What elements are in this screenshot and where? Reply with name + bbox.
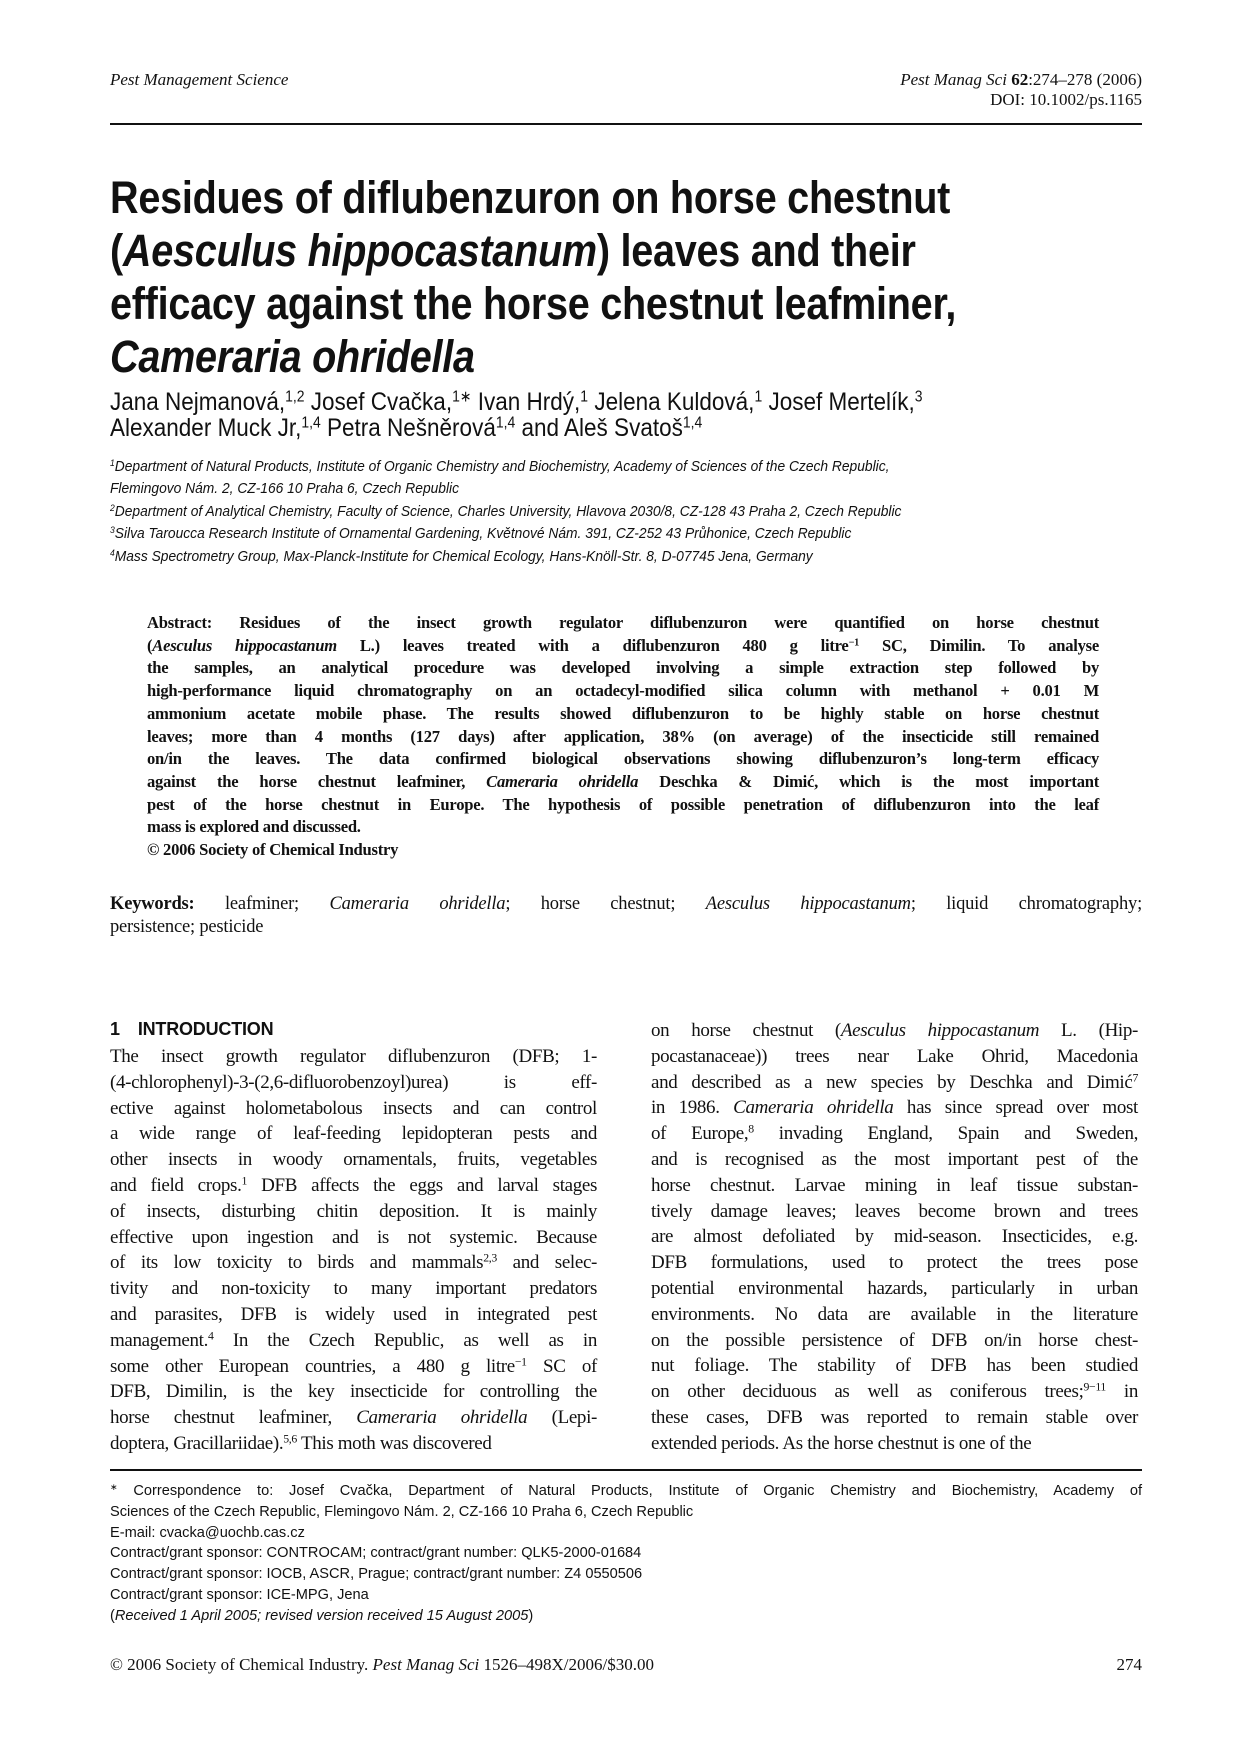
text-segment: are almost defoliated by mid-season. Insecticides, e.g. [651, 1226, 1138, 1248]
text-segment: Mass Spectrometry Group, Max-Planck-Institute for Chemical Ecology, Hans-Knöll-Str. 8, D-07745 Jena, Germany [114, 547, 813, 565]
text-line [651, 1354, 1138, 1378]
text-segment: Petra Nešněrová [320, 414, 496, 442]
text-segment: (4-chlorophenyl)-3-(2,6-difluorobenzoyl)urea) is eff- [110, 1071, 597, 1093]
text-line [147, 748, 1099, 770]
italic-text: Aesculus hippocastanum [152, 635, 337, 655]
text-segment: in 1986. [651, 1097, 734, 1119]
text-segment: Flemingovo Nám. 2, CZ-166 10 Praha 6, Czech Republic [110, 480, 459, 498]
text-line [110, 1606, 1142, 1626]
text-line [110, 547, 813, 567]
superscript: 3 [110, 525, 115, 536]
text-segment: ) [528, 1607, 534, 1624]
text-line [110, 1045, 597, 1069]
superscript: 2,3 [483, 1251, 497, 1265]
volume: 62 [1011, 70, 1029, 89]
text-segment: Contract/grant sponsor: ICE-MPG, Jena [110, 1587, 369, 1603]
text-line [110, 1251, 597, 1275]
text-line [651, 1329, 1138, 1353]
text-segment: efficacy against the horse chestnut leafminer, [110, 278, 957, 329]
text-segment: and field crops. [110, 1175, 242, 1196]
text-segment: DFB affects the eggs and larval stages [247, 1175, 597, 1196]
text-segment: on horse chestnut ( [651, 1020, 841, 1041]
text-segment: Correspondence to: Josef Cvačka, Department of Natural Products, Institute of Organic Chemistry and Biochemistry, Academy of [117, 1483, 1142, 1499]
text-segment: mass is explored and discussed. [147, 817, 361, 837]
text-segment: ; liquid chromatography; [910, 894, 1143, 914]
text-segment: on other deciduous as well as coniferous trees; [651, 1381, 1084, 1403]
section-number: 1 [110, 1019, 120, 1039]
text-line [651, 1019, 1138, 1043]
text-line [147, 657, 1099, 679]
text-segment: Keywords: [110, 894, 195, 914]
text-line [110, 1564, 1142, 1584]
superscript: −1 [514, 1355, 527, 1369]
page-number: 274 [1116, 1655, 1142, 1674]
text-line [651, 1225, 1138, 1249]
text-line [651, 1071, 1138, 1095]
text-segment: management. [110, 1329, 208, 1351]
text-line [110, 1355, 597, 1379]
text-segment: © 2006 Society of Chemical Industry [147, 840, 399, 859]
text-segment: pocastanaceae)) trees near Lake Ohrid, Macedonia [651, 1045, 1138, 1067]
superscript: 5,6 [283, 1432, 297, 1446]
text-segment: tively damage leaves; leaves become brown and trees [651, 1200, 1138, 1222]
footer-journal: Pest Manag Sci [372, 1655, 480, 1674]
text-segment: these cases, DFB was reported to remain stable over [651, 1407, 1138, 1428]
superscript: 4 [207, 1329, 214, 1343]
text-line [651, 1380, 1138, 1404]
text-line [651, 1406, 1138, 1430]
superscript: 7 [1132, 1071, 1138, 1085]
text-line [147, 726, 1099, 748]
text-line [110, 172, 950, 224]
text-segment: Josef Mertelík, [762, 388, 915, 416]
superscript: 1 [110, 457, 115, 468]
text-line [651, 1122, 1138, 1146]
text-line [651, 1251, 1138, 1275]
text-segment: The insect growth regulator diflubenzuron (DFB; 1- [110, 1046, 597, 1067]
text-line [110, 1226, 597, 1250]
superscript: ∗ [110, 1482, 118, 1493]
text-line [147, 839, 1099, 861]
text-segment: pest of the horse chestnut in Europe. The hypothesis of possible penetration of diflubenzuron into the leaf [147, 794, 1099, 814]
text-segment: L. (Hip- [1039, 1020, 1138, 1041]
italic-text: Aesculus hippocastanum [705, 894, 911, 914]
text-segment: L.) leaves treated with a diflubenzuron 480 g litre [336, 635, 849, 655]
superscript: 4 [110, 547, 115, 558]
text-segment: SC of [526, 1355, 597, 1377]
text-line [110, 1122, 597, 1146]
text-line [110, 331, 475, 383]
text-line [651, 1096, 1138, 1120]
section-title: INTRODUCTION [137, 1019, 274, 1039]
text-line [651, 1148, 1138, 1172]
text-segment: Sciences of the Czech Republic, Flemingovo Nám. 2, CZ-166 10 Praha 6, Czech Republic [110, 1503, 694, 1520]
text-segment: leafminer; [194, 894, 330, 914]
text-segment: Jana Nejmanová, [110, 388, 286, 416]
text-segment: and Aleš Svatoš [515, 414, 683, 442]
text-segment: Department of Analytical Chemistry, Faculty of Science, Charles University, Hlavova 2030/8, CZ-128 43 Praha 2, Czech Republic [114, 502, 902, 520]
text-line [110, 916, 1142, 938]
text-segment: Residues of diflubenzuron on horse chestnut [110, 172, 951, 223]
text-line [651, 1432, 1138, 1456]
text-line [110, 1071, 597, 1095]
text-segment: and selec- [496, 1252, 597, 1274]
text-segment: environments. No data are available in the literature [651, 1303, 1138, 1325]
text-segment: In the Czech Republic, as well as in [213, 1329, 597, 1351]
text-segment: and is recognised as the most important pest of the [651, 1149, 1138, 1170]
text-segment: This moth was discovered [296, 1433, 492, 1454]
text-line [651, 1045, 1138, 1069]
text-segment: E-mail: cvacka@uochb.cas.cz [110, 1524, 305, 1541]
text-segment: on the possible persistence of DFB on/in horse chest- [651, 1329, 1138, 1351]
italic-text: Cameraria ohridella [329, 894, 506, 914]
footnote-rule [110, 1469, 1142, 1471]
text-segment: horse chestnut. Larvae mining in leaf tissue substan- [651, 1174, 1138, 1196]
text-segment: Jelena Kuldová, [588, 388, 755, 416]
text-line [110, 457, 889, 477]
text-segment: tivity and non-toxicity to many important predators [110, 1278, 597, 1300]
italic-text: Cameraria ohridella [733, 1097, 894, 1119]
text-line [110, 1277, 597, 1301]
text-line [110, 388, 923, 416]
pages-year: :274–278 (2006) [1028, 70, 1142, 89]
text-segment: (Lepi- [527, 1407, 597, 1429]
text-segment: the samples, an analytical procedure was developed involving a simple extraction step followed by [147, 658, 1099, 678]
copyright-text: © 2006 Society of Chemical Industry. [110, 1655, 373, 1674]
text-line [110, 278, 956, 330]
superscript: 9−11 [1083, 1380, 1106, 1394]
section-heading [110, 1019, 273, 1040]
text-segment: Abstract: Residues of the insect growth regulator diflubenzuron were quantified on horse chestnut [147, 613, 1099, 632]
text-segment: ( [110, 1607, 115, 1624]
superscript: 1 [241, 1174, 248, 1188]
text-segment: Deschka & Dimić, which is the most important [638, 771, 1100, 791]
text-line [110, 1380, 597, 1404]
superscript: 8 [748, 1122, 754, 1136]
text-segment: of Europe, [651, 1123, 749, 1145]
italic-text: Cameraria ohridella [110, 331, 475, 382]
text-segment: ammonium acetate mobile phase. The results showed diflubenzuron to be highly stable on horse chestnut [147, 703, 1099, 723]
text-segment: against the horse chestnut leafminer, [147, 771, 487, 791]
text-segment: Alexander Muck Jr, [110, 414, 302, 442]
text-line [110, 225, 916, 277]
text-segment: and described as a new species by Deschka and Dimić [651, 1071, 1133, 1093]
issn-price: 1526–498X/2006/$30.00 [479, 1655, 654, 1674]
text-line [147, 703, 1099, 725]
text-segment: other insects in woody ornamentals, fruits, vegetables [110, 1149, 597, 1171]
text-line [147, 794, 1099, 816]
superscript: 1,4 [682, 414, 703, 432]
text-segment: DFB formulations, used to protect the trees pose [651, 1252, 1138, 1274]
text-segment: effective upon ingestion and is not systemic. Because [110, 1226, 597, 1248]
text-segment: Ivan Hrdý, [471, 388, 581, 416]
text-segment: of its low toxicity to birds and mammals [110, 1252, 484, 1274]
italic-text: Cameraria ohridella [486, 771, 639, 791]
text-segment: ective against holometabolous insects and can control [110, 1097, 597, 1119]
text-segment: nut foliage. The stability of DFB has been studied [651, 1355, 1138, 1377]
text-line [147, 635, 1099, 657]
text-line [110, 1097, 597, 1121]
italic-text: Aesculus hippocastanum [122, 225, 597, 276]
text-segment: ) leaves and their [596, 225, 916, 276]
text-segment: invading England, Spain and Sweden, [753, 1123, 1138, 1145]
text-segment: of insects, disturbing chitin deposition. It is mainly [110, 1200, 597, 1222]
text-line [147, 680, 1099, 702]
text-segment: horse chestnut leafminer, [110, 1407, 357, 1429]
text-line [110, 1174, 597, 1198]
text-line [110, 1523, 1142, 1543]
header-rule [110, 123, 1142, 125]
text-line [147, 771, 1099, 793]
superscript: 1,2 [285, 388, 305, 406]
italic-text: Received 1 April 2005; revised version received 15 August 2005 [114, 1607, 529, 1624]
text-line [110, 1303, 597, 1327]
text-segment: high-performance liquid chromatography on an octadecyl-modified silica column with methanol + 0.01 M [147, 681, 1099, 701]
text-line [110, 1200, 597, 1224]
superscript: 1 [580, 388, 589, 406]
italic-text: Cameraria ohridella [356, 1407, 528, 1429]
text-line [147, 612, 1099, 634]
text-segment: Department of Natural Products, Institute of Organic Chemistry and Biochemistry, Academy of Sciences of the Czech Republic, [114, 458, 890, 475]
text-segment: ( [147, 635, 153, 655]
text-segment: persistence; pesticide [110, 917, 264, 937]
text-segment: ; horse chestnut; [505, 894, 706, 914]
text-segment: Contract/grant sponsor: CONTROCAM; contract/grant number: QLK5-2000-01684 [110, 1545, 642, 1562]
text-line [651, 1174, 1138, 1198]
superscript: 1,4 [495, 414, 516, 432]
running-header-citation [900, 70, 1142, 110]
text-line [110, 893, 1142, 915]
text-line [110, 1481, 1142, 1501]
text-line [110, 1329, 597, 1353]
text-line [110, 479, 459, 499]
text-line [110, 1148, 597, 1172]
text-line [147, 816, 1099, 838]
text-segment: leaves; more than 4 months (127 days) after application, 38% (on average) of the insecticide still remained [147, 726, 1099, 746]
superscript: 1,4 [301, 414, 321, 432]
text-segment: Contract/grant sponsor: IOCB, ASCR, Prague; contract/grant number: Z4 0550506 [110, 1566, 643, 1583]
text-segment: a wide range of leaf-feeding lepidopteran pests and [110, 1123, 597, 1145]
text-line [110, 414, 702, 442]
text-segment: doptera, Gracillariidae). [110, 1433, 284, 1454]
text-line [110, 1406, 597, 1430]
running-header-journal: Pest Management Science [110, 70, 289, 89]
superscript: 2 [110, 502, 115, 513]
text-segment: DFB, Dimilin, is the key insecticide for controlling the [110, 1381, 597, 1403]
italic-text: Aesculus hippocastanum [840, 1020, 1040, 1041]
journal-abbrev: Pest Manag Sci [900, 70, 1007, 89]
text-line [110, 1585, 1142, 1605]
text-line [651, 1303, 1138, 1327]
text-segment: potential environmental hazards, particularly in urban [651, 1278, 1138, 1299]
superscript: 3 [914, 388, 923, 406]
text-segment: Silva Taroucca Research Institute of Ornamental Gardening, Květnové Nám. 391, CZ-252 43 Průhonice, Czech Republic [114, 525, 852, 543]
text-line [651, 1277, 1138, 1301]
citation-line [900, 70, 1142, 90]
text-line [110, 502, 901, 522]
text-segment: ( [110, 225, 123, 276]
text-line [110, 1432, 597, 1456]
superscript: 1∗ [452, 388, 472, 406]
text-segment: has since spread over most [893, 1097, 1138, 1119]
text-segment: SC, Dimilin. To analyse [859, 635, 1099, 655]
text-line [651, 1200, 1138, 1224]
text-segment: some other European countries, a 480 g litre [110, 1355, 515, 1377]
text-segment: and parasites, DFB is widely used in integrated pest [110, 1304, 597, 1325]
text-line [110, 524, 851, 544]
footer-copyright [110, 1655, 654, 1675]
text-line [110, 1502, 1142, 1522]
text-segment: in [1105, 1381, 1138, 1403]
superscript: −1 [848, 637, 860, 649]
superscript: 1 [754, 388, 763, 406]
text-segment: Josef Cvačka, [304, 388, 453, 416]
text-segment: on/in the leaves. The data confirmed biological observations showing diflubenzuron’s long-term efficacy [147, 749, 1099, 769]
text-segment: extended periods. As the horse chestnut is one of the [651, 1432, 1032, 1454]
doi: DOI: 10.1002/ps.1165 [990, 90, 1142, 109]
text-line [110, 1543, 1142, 1563]
